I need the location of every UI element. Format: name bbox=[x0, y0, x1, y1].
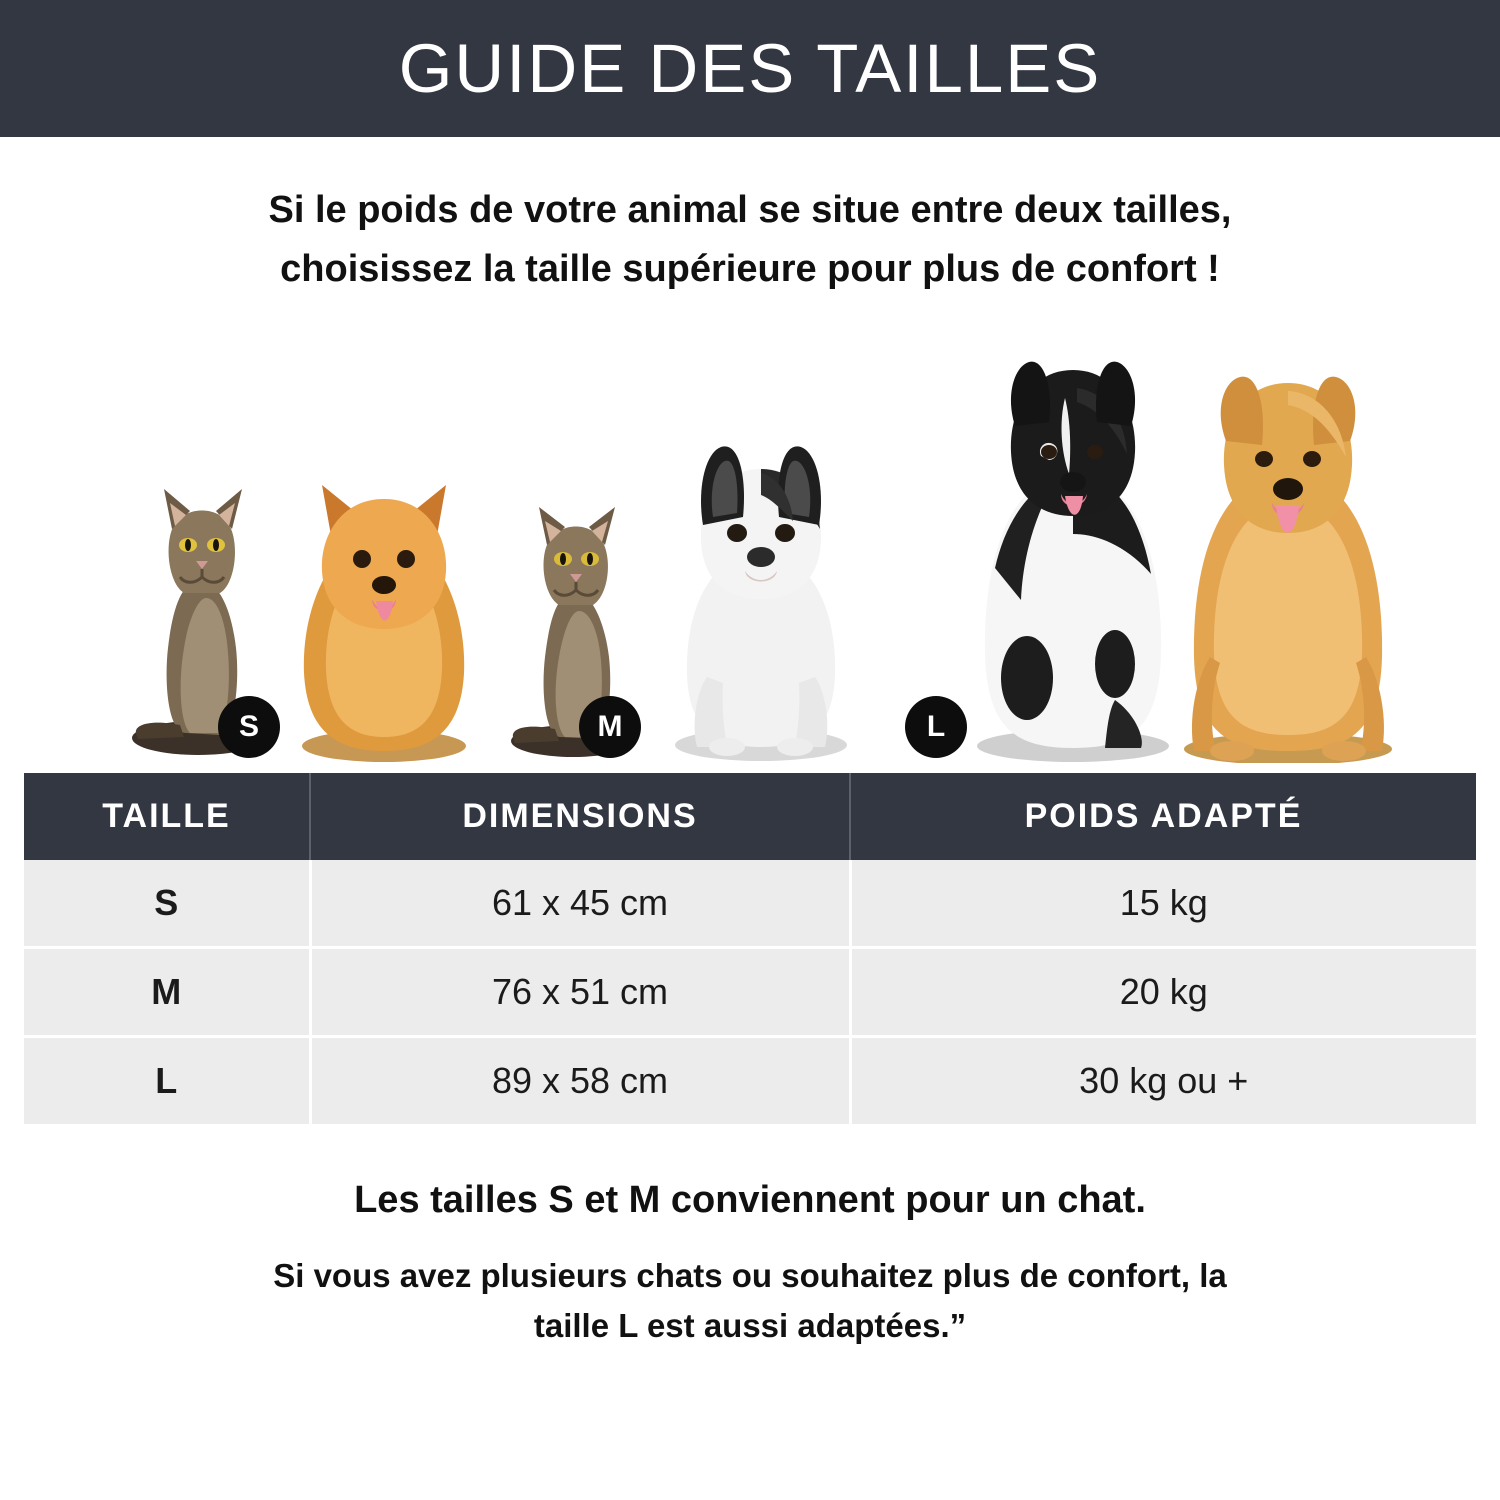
page-header bbox=[0, 0, 1500, 137]
size-group-m-images bbox=[505, 433, 861, 763]
golden-retriever-dog-icon bbox=[1170, 363, 1405, 763]
page-title: GUIDE DES TAILLES bbox=[398, 30, 1102, 107]
size-group-s-images bbox=[128, 433, 477, 763]
cell-weight: 15 kg bbox=[850, 860, 1476, 948]
cell-size: S bbox=[24, 860, 310, 948]
cell-size: M bbox=[24, 947, 310, 1036]
cell-dimensions: 89 x 58 cm bbox=[310, 1036, 850, 1124]
size-table-wrapper bbox=[24, 773, 1476, 1124]
footer-notes bbox=[0, 1176, 1500, 1350]
size-table-header bbox=[24, 773, 1476, 860]
size-badge-l: L bbox=[905, 696, 967, 758]
border-collie-dog-icon bbox=[965, 348, 1180, 763]
intro-line-2: choisissez la taille supérieure pour plus de confort ! bbox=[280, 247, 1220, 290]
size-group-m bbox=[505, 433, 861, 763]
note-sub bbox=[70, 1251, 1430, 1350]
size-group-l bbox=[895, 348, 1405, 763]
note-main: Les tailles S et M conviennent pour un chat. bbox=[354, 1178, 1146, 1221]
table-header-row bbox=[24, 773, 1476, 860]
table-row bbox=[24, 947, 1476, 1036]
animal-illustration-row bbox=[0, 333, 1500, 763]
note-sub-line-2: taille L est aussi adaptées.” bbox=[533, 1306, 967, 1344]
column-header-poids: POIDS ADAPTÉ bbox=[850, 773, 1476, 860]
pomeranian-dog-icon bbox=[292, 463, 477, 763]
note-sub-line-1: Si vous avez plusieurs chats ou souhaitez plus de confort, la bbox=[273, 1257, 1227, 1295]
table-row bbox=[24, 860, 1476, 948]
column-header-taille: TAILLE bbox=[24, 773, 310, 860]
table-row bbox=[24, 1036, 1476, 1124]
french-bulldog-icon bbox=[661, 433, 861, 763]
cell-dimensions: 76 x 51 cm bbox=[310, 947, 850, 1036]
size-group-s bbox=[128, 433, 477, 763]
intro-text bbox=[0, 181, 1500, 299]
column-header-dimensions: DIMENSIONS bbox=[310, 773, 850, 860]
intro-line-1: Si le poids de votre animal se situe entre deux tailles, bbox=[268, 189, 1232, 231]
size-group-l-images bbox=[895, 348, 1405, 763]
size-table-body bbox=[24, 860, 1476, 1124]
cell-size: L bbox=[24, 1036, 310, 1124]
size-badge-s: S bbox=[218, 696, 280, 758]
cell-weight: 30 kg ou + bbox=[850, 1036, 1476, 1124]
size-table bbox=[24, 773, 1476, 1124]
cell-weight: 20 kg bbox=[850, 947, 1476, 1036]
size-badge-m: M bbox=[579, 696, 641, 758]
cell-dimensions: 61 x 45 cm bbox=[310, 860, 850, 948]
